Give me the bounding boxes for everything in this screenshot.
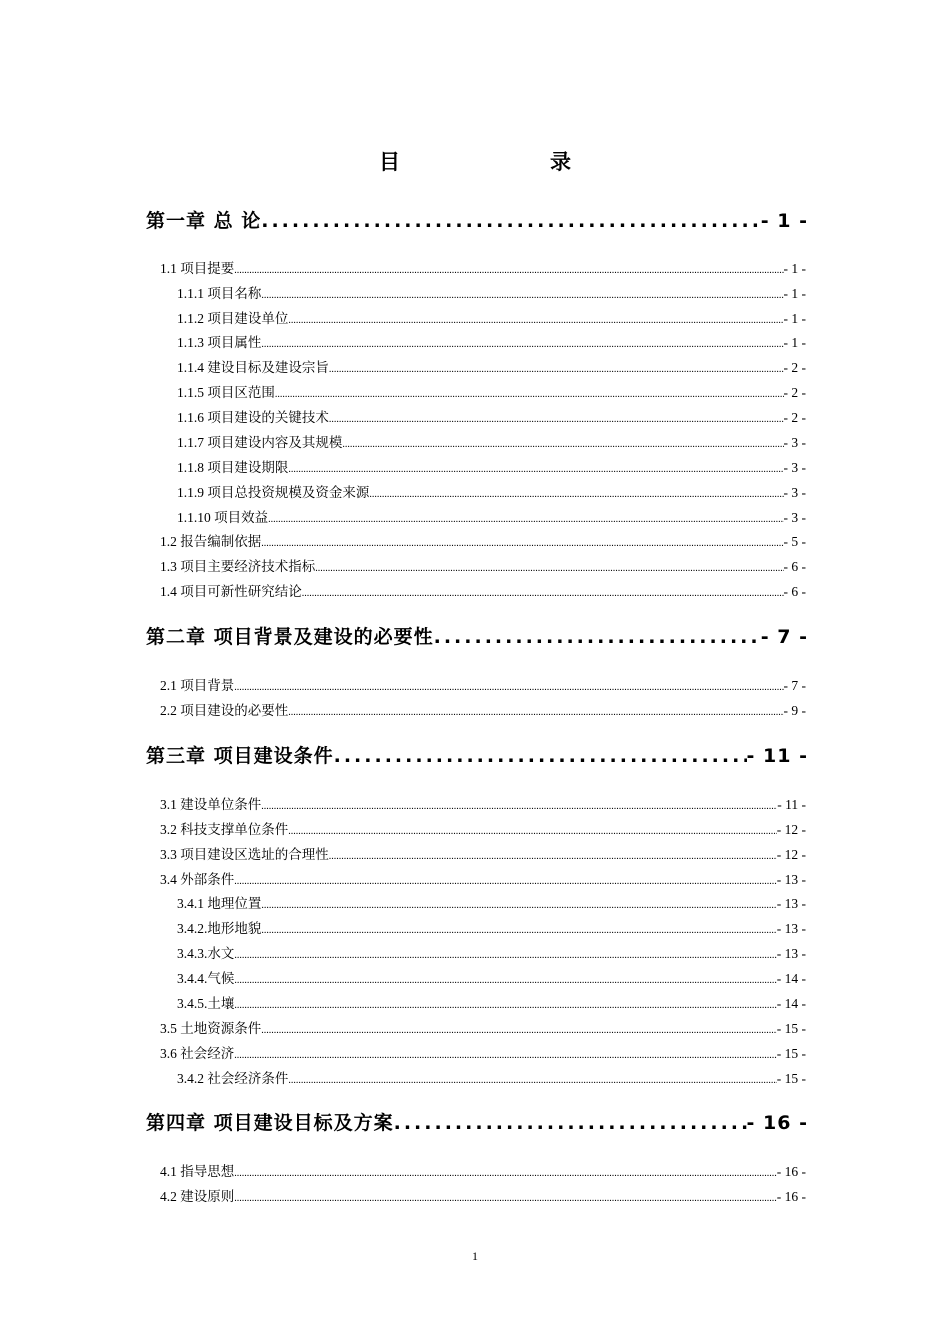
toc-entry[interactable]: 3.4.2 社会经济条件 ..... - 15 - [177,1067,806,1089]
toc-entry[interactable]: 1.1 项目提要 ..... - 1 - [160,257,806,279]
toc-entry[interactable]: 1.3 项目主要经济技术指标 ..... - 6 - [160,555,806,577]
toc-chapter-1[interactable]: 第一章 总 论 ..... - 1 - [146,206,808,238]
toc-entry[interactable]: 1.1.1 项目名称 ..... - 1 - [177,282,806,304]
toc-entry[interactable]: 3.4.3.水文 ..... - 13 - [177,942,806,964]
toc-entry[interactable]: 1.1.3 项目属性 ..... - 1 - [177,331,806,353]
toc-entry[interactable]: 3.1 建设单位条件 ..... - 11 - [160,793,806,815]
toc-entry[interactable]: 2.2 项目建设的必要性 ..... - 9 - [160,699,806,721]
toc-title-part2: 录 [550,150,571,174]
toc-chapter-4[interactable]: 第四章 项目建设目标及方案 ..... - 16 - [146,1108,808,1140]
toc-entry[interactable]: 1.1.6 项目建设的关键技术 ..... - 2 - [177,406,806,428]
toc-entry[interactable]: 3.4.2.地形地貌 ..... - 13 - [177,917,806,939]
toc-title [0,146,950,176]
toc-entry[interactable]: 1.1.4 建设目标及建设宗旨 ..... - 2 - [177,356,806,378]
toc-entry[interactable]: 3.4 外部条件 ..... - 13 - [160,868,806,890]
toc-entry[interactable]: 3.4.4.气候 ..... - 14 - [177,967,806,989]
toc-entry[interactable]: 1.1.8 项目建设期限 ..... - 3 - [177,456,806,478]
toc-chapter-3[interactable]: 第三章 项目建设条件 ..... - 11 - [146,741,808,773]
toc-entry[interactable]: 3.5 土地资源条件 ..... - 15 - [160,1017,806,1039]
toc-entry[interactable]: 3.4.1 地理位置 ..... - 13 - [177,892,806,914]
toc-entry[interactable]: 1.1.5 项目区范围 ..... - 2 - [177,381,806,403]
toc-entry[interactable]: 1.1.2 项目建设单位 ..... - 1 - [177,307,806,329]
toc-entry[interactable]: 1.2 报告编制依据 ..... - 5 - [160,530,806,552]
toc-entry[interactable]: 4.1 指导思想 ..... - 16 - [160,1160,806,1182]
toc-entry[interactable]: 3.4.5.土壤 ..... - 14 - [177,992,806,1014]
toc-title-part1: 目 [379,150,400,174]
toc-entry[interactable]: 1.4 项目可新性研究结论 ..... - 6 - [160,580,806,602]
toc-entry[interactable]: 2.1 项目背景 ..... - 7 - [160,674,806,696]
toc-entry[interactable]: 3.3 项目建设区选址的合理性 ..... - 12 - [160,843,806,865]
toc-entry[interactable]: 1.1.10 项目效益 ..... - 3 - [177,506,806,528]
toc-chapter-2[interactable]: 第二章 项目背景及建设的必要性 ..... - 7 - [146,622,808,654]
toc-entry[interactable]: 3.2 科技支撑单位条件 ..... - 12 - [160,818,806,840]
page-number: 1 [472,1249,478,1263]
toc-entry[interactable]: 4.2 建设原则 ..... - 16 - [160,1185,806,1207]
toc-entry[interactable]: 1.1.9 项目总投资规模及资金来源 ..... - 3 - [177,481,806,503]
toc-entry[interactable]: 3.6 社会经济 ..... - 15 - [160,1042,806,1064]
toc-entry[interactable]: 1.1.7 项目建设内容及其规模 ..... - 3 - [177,431,806,453]
